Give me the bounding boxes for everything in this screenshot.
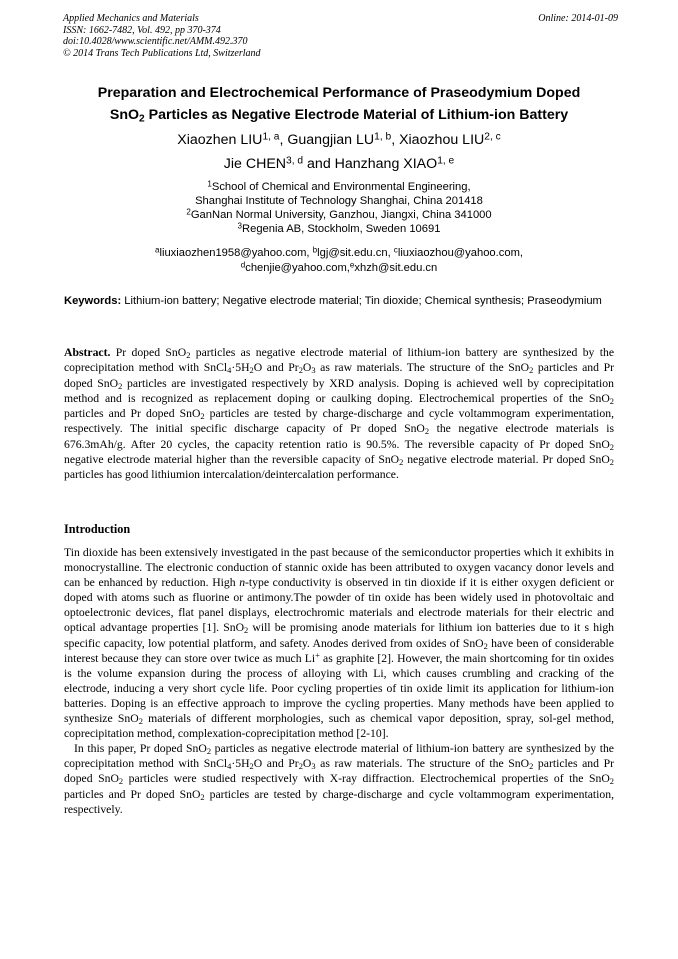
affiliation-1-cont: Shanghai Institute of Technology Shanghai, China 201418 [195, 195, 483, 207]
intro-paragraph-1: Tin dioxide has been extensively investigated in the past because of the semiconductor properties which it exhibits in monocrystalline. The electronic conduction of stannic oxide has been attributed to oxygen vacancy donor levels and can be enhanced by reduction. High n-type conductivity is observed in tin dioxide if it is either oxygen deficient or doped with atoms such as fluorine or antimony.The powder of tin oxide has been widely used in photovoltaic and optoelectronic devices, flat panel displays, electrochromic materials and electrode materials for their electric and optical advantage properties [1]. SnO$_2$ will be promising anode materials for lithium ion batteries due to it s high specific capacity, low potential platform, and safety. Anodes derived from oxides of SnO$_2$ have been of considerable interest because they can store over twice as much Li+ as graphite [2]. However, the main shortcoming for tin oxides is the volume expansion during the process of alloying with Li, which causes crumbling and cracking of the electrode, inducing a very short cycle life. Poor cycling properties of tin oxide limit its application for lithium-ion batteries. Doping is an effective approach to improve the cycling properties. Many methods have been applied to synthesize SnO$_2$ materials of different morphologies, such as chemical vapor deposition, spray, sol-gel method, coprecipitation method, complexation-coprecipitation method [2-10]. [64, 546, 615, 741]
affiliations [40, 180, 638, 236]
title-line-1: Preparation and Electrochemical Performance of Praseodymium Doped [97, 85, 581, 101]
paper-title [40, 82, 638, 126]
journal-doi[interactable]: doi:10.4028/www.scientific.net/AMM.492.370 [63, 36, 248, 47]
email-line-1: $^a$liuxiaozhen1958@yahoo.com, $^b$lgj@sit.edu.cn, $^c$liuxiaozhou@yahoo.com, [155, 245, 523, 259]
author-list [40, 128, 638, 176]
email-b[interactable]: lgj@sit.edu.cn, [317, 247, 394, 259]
abstract-label: Abstract. [64, 346, 111, 359]
author-line-2: Jie CHEN$^{3, d}$ and Hanzhang XIAO$^{1, e}$ [223, 155, 455, 172]
intro-paragraph-2: In this paper, Pr doped SnO$_2$ particles as negative electrode material of lithium-ion battery are synthesized by the coprecipitation method with $SnCl_4\cdot 5H_2O$ and $Pr_2O_3$ as raw materials. The structure of the SnO$_2$ particles and Pr doped SnO$_2$ particles were studied respectively with X-ray diffraction. Electrochemical properties of the SnO$_2$ particles and Pr doped SnO$_2$ particles are tested by charge-discharge and cycle voltammogram experimentation, respectively. [64, 742, 615, 816]
abstract: Abstract. Pr doped SnO$_2$ particles as negative electrode material of lithium-ion battery are synthesized by the coprecipitation method with $SnCl_4\cdot 5H_2O$ and $Pr_2O_3$ as raw materials. The structure of the SnO$_2$ particles and Pr doped SnO$_2$ particles are investigated respectively by XRD analysis. Doping is achieved well by coprecipitation method and is recognized as replacement doping or caulking doping. Electrochemical properties of the SnO$_2$ particles and Pr doped SnO$_2$ particles are tested by charge-discharge and cycle voltammogram experimentation, respectively. The initial specific discharge capacity of Pr doped SnO$_2$ the negative electrode materials is 676.3mAh/g. After 20 cycles, the capacity retention ratio is 90.5%. The reversible capacity of Pr doped SnO$_2$ negative electrode material higher than the reversible capacity of SnO$_2$ negative electrode material. Pr doped SnO$_2$ particles has good lithiumion intercalation/deintercalation performance. [64, 346, 615, 482]
journal-name: Applied Mechanics and Materials [63, 13, 199, 24]
online-date: Online: 2014-01-09 [538, 13, 618, 24]
keywords-label: Keywords: [64, 295, 122, 307]
journal-header [63, 13, 618, 59]
keywords-text: Lithium-ion battery; Negative electrode material; Tin dioxide; Chemical synthesis; Praseodymium [121, 295, 602, 307]
affiliation-3: $^3$Regenia AB, Stockholm, Sweden 10691 [237, 221, 441, 235]
title-line-2: SnO$_2$ Particles as Negative Electrode Material of Lithium-ion Battery [109, 107, 569, 125]
journal-copyright: © 2014 Trans Tech Publications Ltd, Switzerland [63, 47, 261, 59]
email-d[interactable]: chenjie@yahoo.com, [245, 261, 350, 274]
author-emails [40, 246, 638, 275]
email-e[interactable]: xhzh@sit.edu.cn [354, 261, 438, 274]
email-line-2: $^d$chenjie@yahoo.com,$^e$xhzh@sit.edu.cn [240, 259, 438, 274]
author-line-1: Xiaozhen LIU$^{1, a}$, Guangjian LU$^{1, b}$, Xiaozhou LIU$^{2, c}$ [177, 131, 501, 148]
email-a[interactable]: liuxiaozhen1958@yahoo.com, [159, 247, 313, 259]
affiliation-2: $^2$GanNan Normal University, Ganzhou, Jiangxi, China 341000 [186, 207, 492, 221]
introduction-body [64, 545, 614, 817]
keywords [64, 294, 614, 309]
affiliation-1: $^1$School of Chemical and Environmental Engineering, [207, 179, 471, 193]
section-heading-introduction: Introduction [64, 522, 131, 536]
journal-issn: ISSN: 1662-7482, Vol. 492, pp 370-374 [63, 24, 221, 36]
email-c[interactable]: liuxiaozhou@yahoo.com, [397, 247, 523, 259]
